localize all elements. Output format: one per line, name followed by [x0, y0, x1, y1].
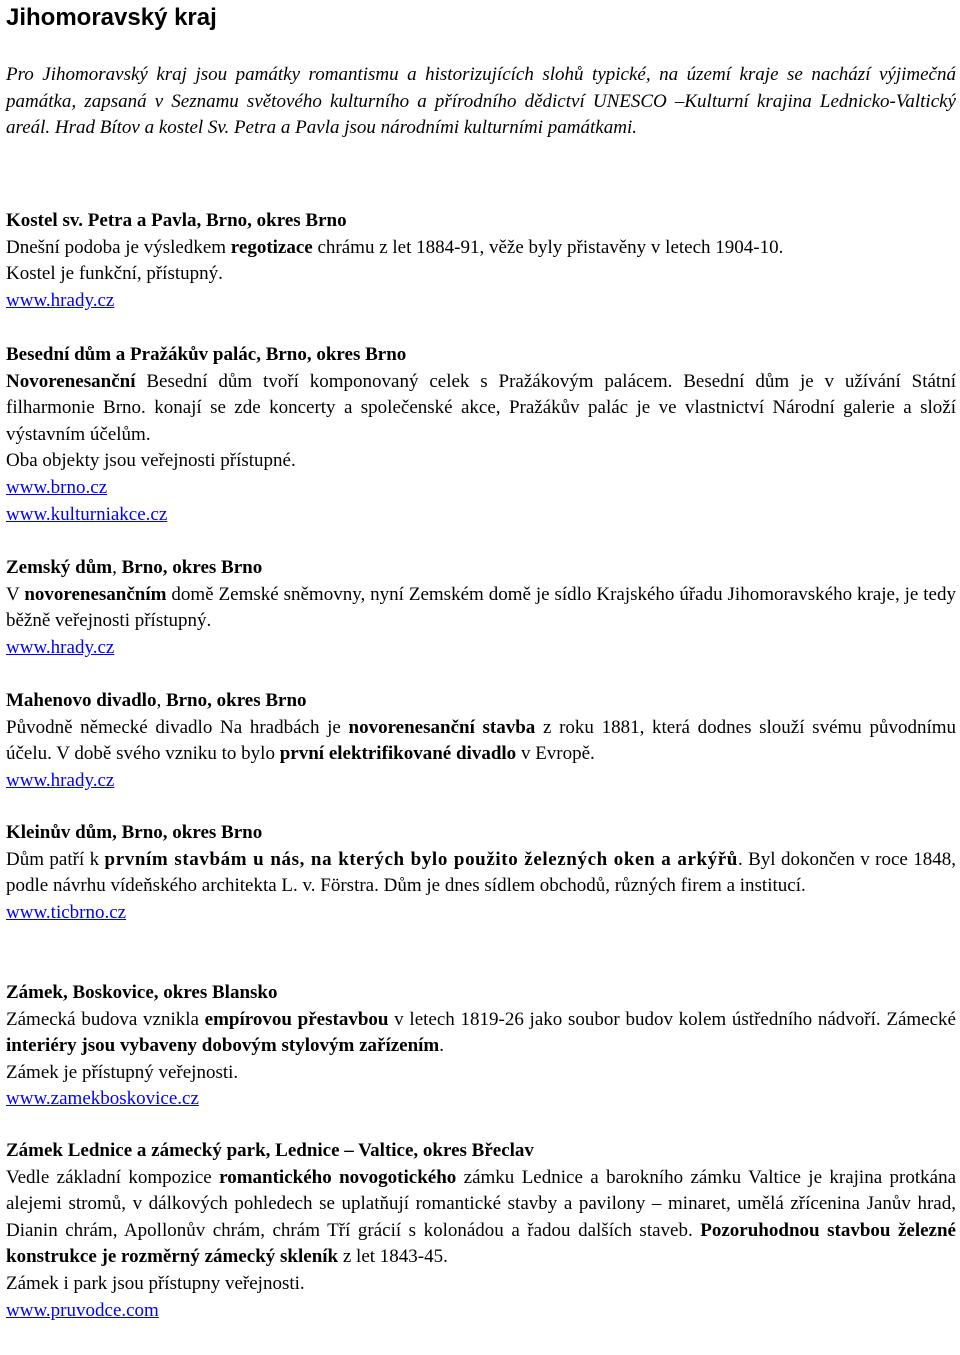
section-access-text: Kostel je funkční, přístupný.	[6, 263, 223, 285]
section-access-text: Oba objekty jsou veřejnosti přístupné.	[6, 450, 296, 472]
section-heading: Zámek Lednice a zámecký park, Lednice – Valtice, okres Břeclav	[6, 1140, 534, 1161]
link-ticbrno[interactable]: www.ticbrno.cz	[6, 901, 127, 923]
section-text: Dům patří k prvním stavbám u nás, na kterých bylo použito železných oken a arkýřů. Byl dokončen v roce 1848, podle návrhu vídeňského architekta L. v. Förstra. Dům je dnes sídlem obchodů, různých firem a institucí.	[6, 848, 957, 897]
section-text: Novorenesanční Besední dům tvoří komponovaný celek s Pražákovým palácem. Besední dům je v užívání Státní filharmonie Brno. konají se zde koncerty a společenské akce, Pražákův palác je ve vlastnictví Národní galerie a složí výstavním účelům.	[6, 370, 956, 445]
section-zamek-boskovice	[6, 980, 956, 1113]
section-text: V novorenesančním domě Zemské sněmovny, nyní Zemském domě je sídlo Krajského úřadu Jihomoravského kraje, je tedy běžně veřejnosti přístupný.	[6, 583, 956, 632]
link-hrady[interactable]: www.hrady.cz	[6, 636, 115, 658]
link-pruvodce[interactable]: www.pruvodce.com	[6, 1299, 159, 1321]
section-text: Vedle základní kompozice romantického novogotického zámku Lednice a barokního zámku Valtice je krajina protkána alejemi stromů, v dálkových pohledech se uplatňují romantické stavby a pavilony – minaret, umělá zřícenina Janův hrad, Dianin chrám, Apollonův chrám, chrám Tří grácií s kolonádou a řadou dalších staveb. Pozoruhodnou stavbou železné konstrukce je rozměrný zámecký skleník z let 1843-45.	[6, 1166, 956, 1268]
link-hrady[interactable]: www.hrady.cz	[6, 289, 115, 311]
intro-paragraph: Pro Jihomoravský kraj jsou památky romantismu a historizujících slohů typické, na území kraje se nachází výjimečná památka, zapsaná v Seznamu světového kulturního a přírodního dědictví UNESCO –Kulturní krajina Lednicko-Valtický areál. Hrad Bítov a kostel Sv. Petra a Pavla jsou národními kulturními památkami.	[6, 64, 956, 139]
link-kulturniakce[interactable]: www.kulturniakce.cz	[6, 503, 168, 525]
section-kleinuv-dum	[6, 820, 956, 926]
section-zemsky-dum	[6, 555, 956, 661]
section-text: Dnešní podoba je výsledkem regotizace chrámu z let 1884-91, věže byly přistavěny v letech 1904-10.	[6, 236, 784, 258]
section-mahenovo-divadlo	[6, 688, 956, 794]
section-heading: Mahenovo divadlo, Brno, okres Brno	[6, 690, 307, 711]
link-hrady[interactable]: www.hrady.cz	[6, 769, 115, 791]
section-zamek-lednice	[6, 1138, 956, 1324]
section-text: Zámecká budova vznikla empírovou přestavbou v letech 1819-26 jako soubor budov kolem ústředního nádvoří. Zámecké interiéry jsou vybaveny dobovým stylovým zařízením.	[6, 1008, 956, 1057]
section-besedni-dum	[6, 342, 956, 528]
section-heading: Zemský dům, Brno, okres Brno	[6, 557, 263, 578]
section-heading: Besední dům a Pražákův palác, Brno, okres Brno	[6, 344, 407, 365]
section-text: Původně německé divadlo Na hradbách je novorenesanční stavba z roku 1881, která dodnes slouží svému původnímu účelu. V době svého vzniku to bylo první elektrifikované divadlo v Evropě.	[6, 716, 957, 765]
section-heading: Kleinův dům, Brno, okres Brno	[6, 822, 263, 843]
section-access-text: Zámek je přístupný veřejnosti.	[6, 1061, 239, 1083]
section-heading: Zámek, Boskovice, okres Blansko	[6, 982, 278, 1003]
link-brno[interactable]: www.brno.cz	[6, 476, 108, 498]
section-access-text: Zámek i park jsou přístupny veřejnosti.	[6, 1272, 305, 1294]
section-heading: Kostel sv. Petra a Pavla, Brno, okres Brno	[6, 210, 347, 231]
page-title: Jihomoravský kraj	[6, 4, 217, 31]
link-zamekboskovice[interactable]: www.zamekboskovice.cz	[6, 1088, 199, 1110]
section-kostel	[6, 208, 956, 314]
